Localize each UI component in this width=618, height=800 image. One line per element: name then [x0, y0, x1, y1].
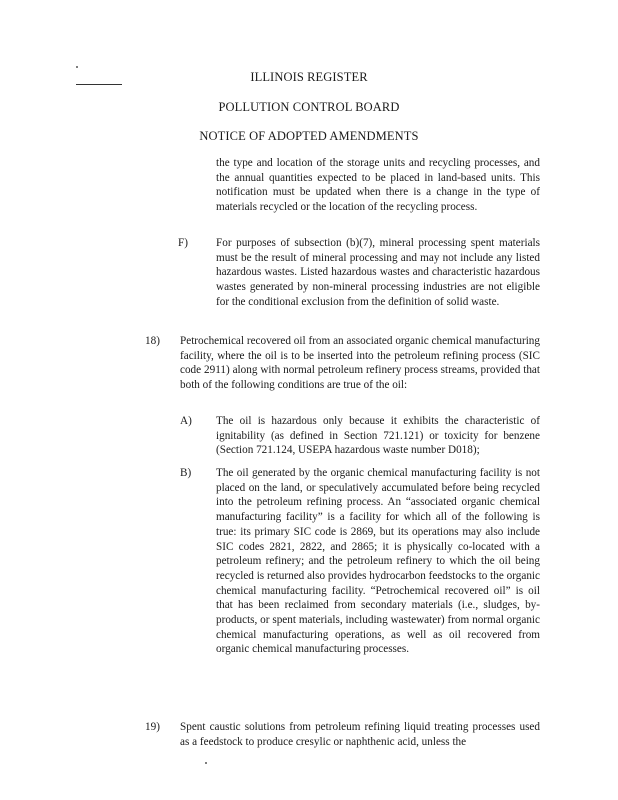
item-18a-label: A): [180, 415, 192, 427]
board-title: POLLUTION CONTROL BOARD: [218, 100, 400, 114]
item-18-label: 18): [145, 335, 160, 347]
item-19-label: 19): [145, 721, 160, 733]
item-f-paragraph: [216, 236, 540, 310]
scan-speck: [205, 762, 207, 764]
item-18-paragraph: [180, 334, 540, 393]
continuation-paragraph: [216, 156, 540, 215]
item-18-text: Petrochemical recovered oil from an associated organic chemical manufacturing facility, where the oil is to be inserted into the petroleum refining process (SIC code 2911) along with normal petroleum refinery process streams, provided that both of the following conditions are true of the oil:: [180, 335, 540, 392]
item-18b-label: B): [180, 467, 192, 479]
item-18b-text: The oil generated by the organic chemical manufacturing facility is not placed on the land, or speculatively accumulated before being recycled into the petroleum refining process. An “associated organic chemical manufacturing facility” is a facility for which all of the following is true: its primary SIC code is 2869, but its operations may also include SIC codes 2821, 2822, and 2865; it is physically co-located with a petroleum refinery; and the petroleum refinery to which the oil being recycled is returned also provides hydrocarbon feedstocks to the organic chemical manufacturing facility. “Petrochemical recovered oil” is oil that has been reclaimed from secondary materials (i.e., sludges, by-products, or spent materials, including wastewater) from normal organic chemical manufacturing operations, as well as oil recovered from organic chemical manufacturing processes.: [216, 467, 540, 656]
scan-speck: [76, 66, 78, 68]
item-f-label: F): [178, 237, 188, 249]
item-19-paragraph: [180, 720, 540, 749]
continuation-text: the type and location of the storage units and recycling processes, and the annual quantities expected to be placed in land-based units. This notification must be updated when there is a change in the type of materials recycled or the location of the recycling process.: [216, 157, 540, 214]
item-18a-text: The oil is hazardous only because it exhibits the characteristic of ignitability (as defined in Section 721.121) or toxicity for benzene (Section 721.124, USEPA hazardous waste number D018);: [216, 415, 540, 457]
item-18a-paragraph: [216, 414, 540, 458]
item-18b-paragraph: [216, 466, 540, 657]
register-title: ILLINOIS REGISTER: [250, 70, 368, 84]
item-19-text: Spent caustic solutions from petroleum refining liquid treating processes used as a feedstock to produce cresylic or naphthenic acid, unless the: [180, 721, 540, 748]
item-f-text: For purposes of subsection (b)(7), mineral processing spent materials must be the result of mineral processing and may not include any listed hazardous wastes. Listed hazardous wastes and characteristic hazardous wastes generated by non-mineral processing industries are not eligible for the conditional exclusion from the definition of solid waste.: [216, 237, 540, 308]
notice-title: NOTICE OF ADOPTED AMENDMENTS: [199, 129, 419, 143]
